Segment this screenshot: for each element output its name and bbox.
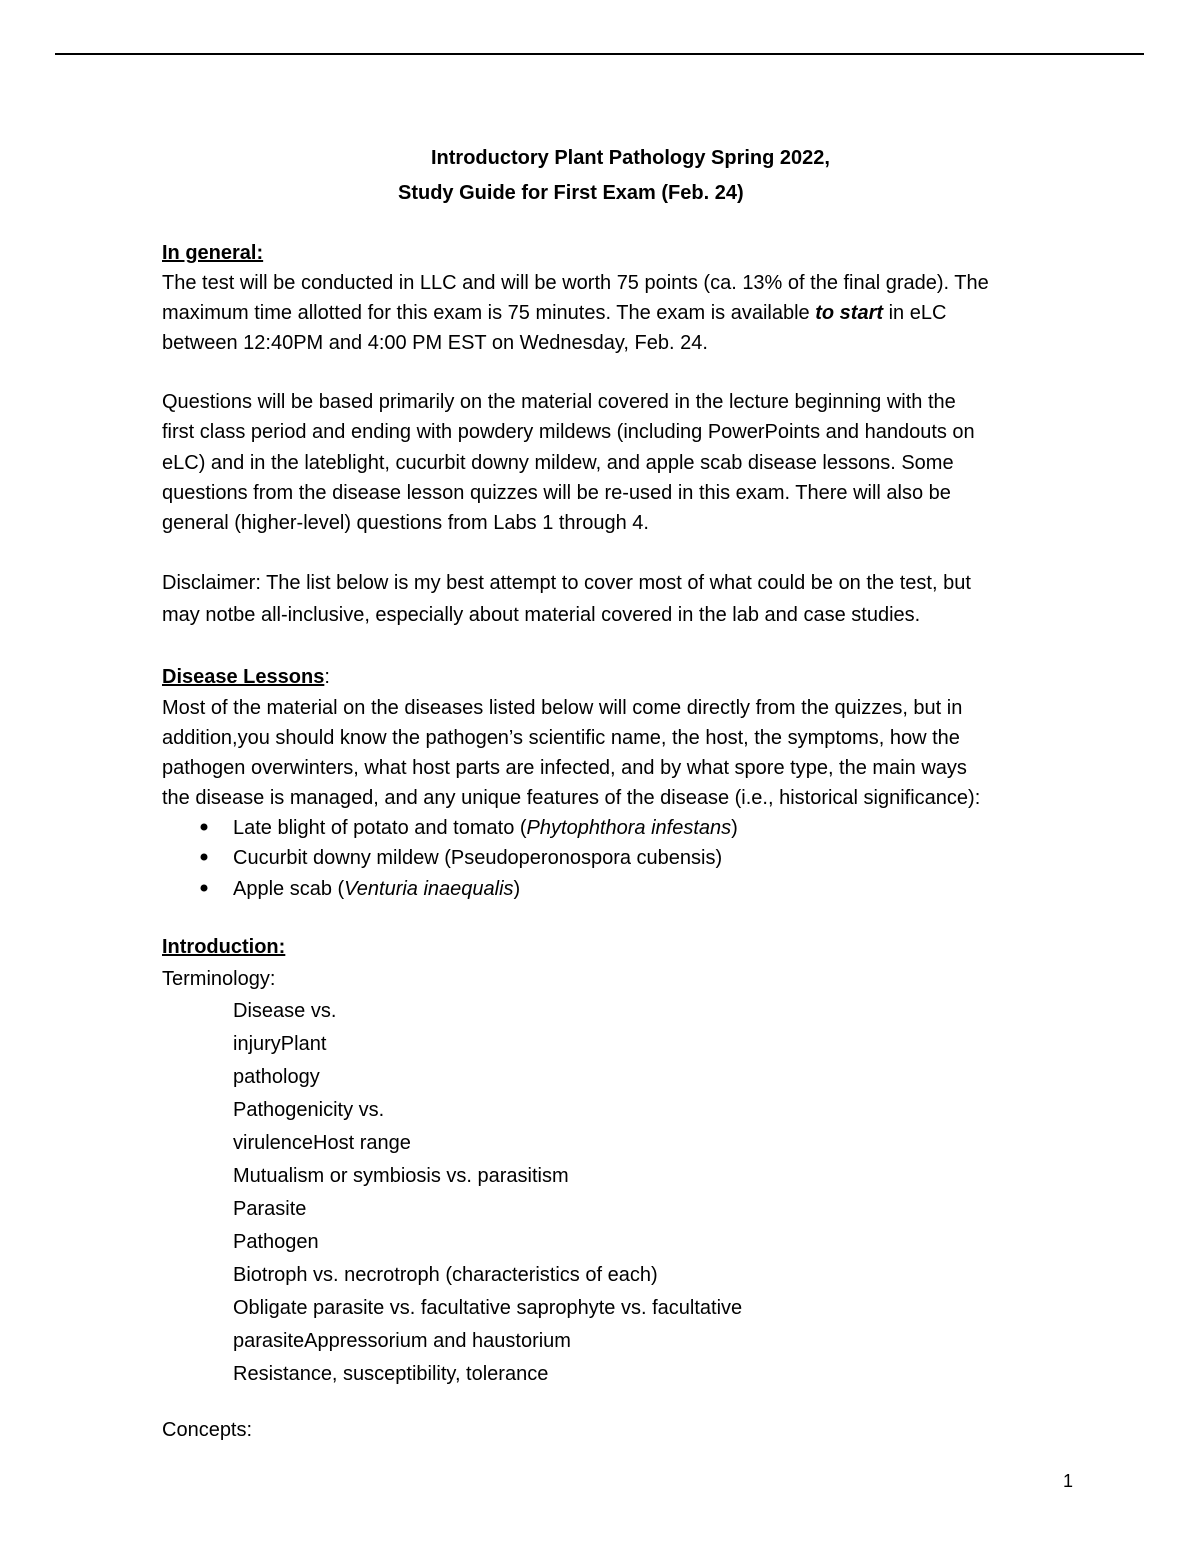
term-item: parasiteAppressorium and haustorium	[233, 1330, 571, 1352]
disclaimer-line-2: may notbe all-inclusive, especially about material covered in the lab and case studies.	[162, 604, 921, 626]
disease-heading-colon: :	[324, 666, 330, 688]
intro-heading: Introduction:	[162, 936, 286, 958]
page-number: 1	[1063, 1471, 1074, 1491]
scientific-name: Venturia inaequalis	[344, 878, 514, 900]
general-p2-line-1: Questions will be based primarily on the material covered in the lecture beginning with the	[162, 391, 956, 413]
general-p1-line-2-b: in eLC	[883, 302, 947, 324]
term-item: Mutualism or symbiosis vs. parasitism	[233, 1165, 569, 1187]
disease-item-text: Late blight of potato and tomato (	[233, 817, 527, 839]
term-item: pathology	[233, 1066, 320, 1088]
term-item: Resistance, susceptibility, tolerance	[233, 1363, 549, 1385]
disease-item-apple-scab	[233, 877, 520, 901]
disease-item-text: Cucurbit downy mildew (Pseudoperonospora cubensis)	[233, 847, 723, 869]
general-p1-line-3: between 12:40PM and 4:00 PM EST on Wednesday, Feb. 24.	[162, 332, 708, 354]
disease-p-line-1: Most of the material on the diseases listed below will come directly from the quizzes, but in	[162, 697, 963, 719]
disease-p-line-3: pathogen overwinters, what host parts are infected, and by what spore type, the main ways	[162, 757, 967, 779]
to-start-emphasis: to start	[815, 302, 884, 324]
term-item: Pathogen	[233, 1231, 319, 1253]
general-p1-line-2-a: maximum time allotted for this exam is 75 minutes. The exam is available	[162, 302, 816, 324]
scientific-name: Phytophthora infestans	[526, 817, 732, 839]
general-p1-line-1: The test will be conducted in LLC and will be worth 75 points (ca. 13% of the final grade). The	[162, 272, 989, 294]
term-item: Obligate parasite vs. facultative saprophyte vs. facultative	[233, 1297, 743, 1319]
term-item: virulenceHost range	[233, 1132, 411, 1154]
term-item: Disease vs.	[233, 1000, 337, 1022]
bullet-icon	[199, 852, 209, 862]
terminology-label: Terminology:	[162, 968, 276, 990]
title-line-2: Study Guide for First Exam (Feb. 24)	[398, 182, 744, 204]
term-item: Parasite	[233, 1198, 307, 1220]
disclaimer-line-1: Disclaimer: The list below is my best attempt to cover most of what could be on the test, but	[162, 572, 971, 594]
term-item: injuryPlant	[233, 1033, 327, 1055]
general-heading: In general:	[162, 242, 264, 264]
disease-p-line-4: the disease is managed, and any unique features of the disease (i.e., historical significance):	[162, 787, 981, 809]
disease-p-line-2: addition,you should know the pathogen’s scientific name, the host, the symptoms, how the	[162, 727, 960, 749]
disease-item-downy-mildew	[233, 846, 722, 870]
general-p2-line-2: first class period and ending with powdery mildews (including PowerPoints and handouts on	[162, 421, 975, 443]
disease-item-close: )	[731, 817, 738, 839]
general-p2-line-3: eLC) and in the lateblight, cucurbit downy mildew, and apple scab disease lessons. Some	[162, 452, 954, 474]
bullet-icon	[199, 822, 209, 832]
general-p2-line-4: questions from the disease lesson quizzes will be re-used in this exam. There will also be	[162, 482, 951, 504]
disease-item-text: Apple scab (	[233, 878, 345, 900]
disease-heading-text: Disease Lessons	[162, 666, 325, 688]
term-item: Biotroph vs. necrotroph (characteristics of each)	[233, 1264, 658, 1286]
general-p1-line-2	[162, 301, 946, 325]
disease-item-late-blight	[233, 816, 738, 840]
top-rule	[55, 53, 1144, 55]
title-line-1: Introductory Plant Pathology Spring 2022,	[431, 147, 830, 169]
general-p2-line-5: general (higher-level) questions from Labs 1 through 4.	[162, 512, 649, 534]
disease-item-close: )	[513, 878, 521, 900]
term-item: Pathogenicity vs.	[233, 1099, 385, 1121]
disease-heading	[162, 665, 330, 689]
bullet-icon	[199, 883, 209, 893]
concepts-label: Concepts:	[162, 1419, 253, 1441]
